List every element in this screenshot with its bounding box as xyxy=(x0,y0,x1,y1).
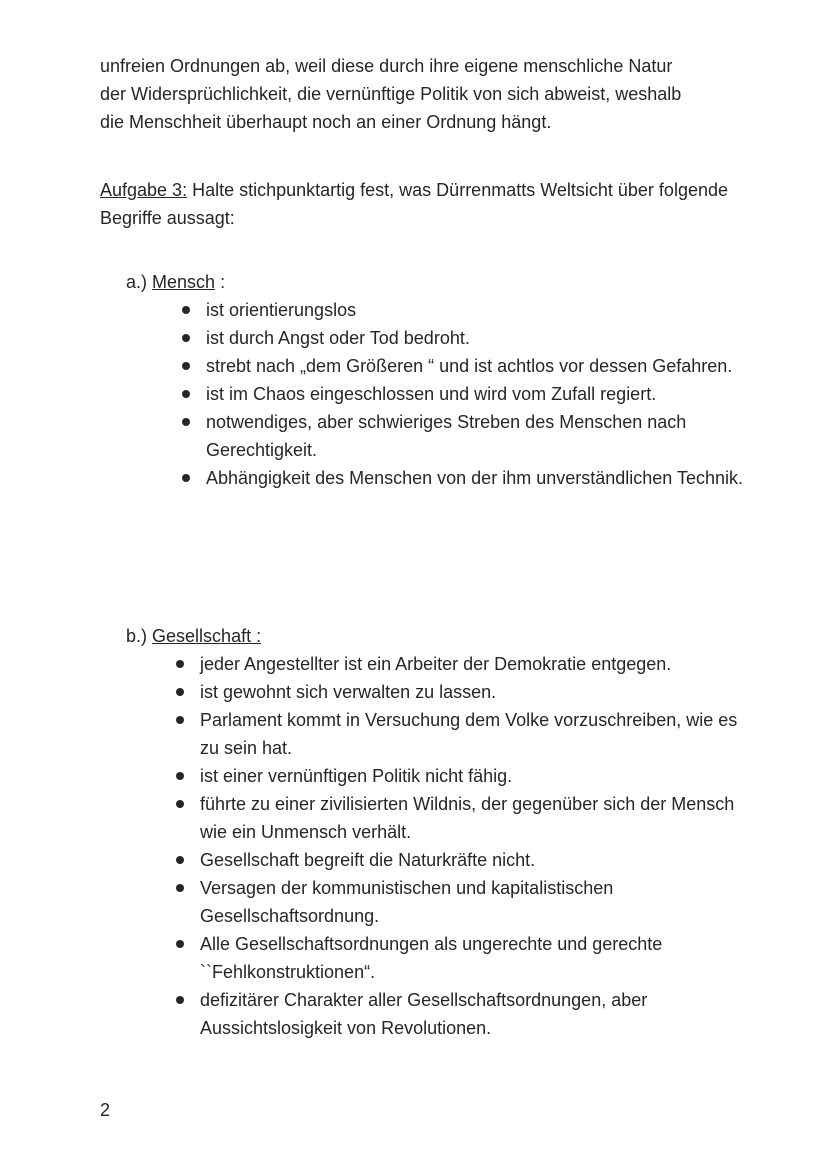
section-a-heading xyxy=(126,268,225,296)
list-item: ist gewohnt sich verwalten zu lassen. xyxy=(200,678,760,706)
list-item: Abhängigkeit des Menschen von der ihm unverständlichen Technik. xyxy=(206,464,746,492)
section-a-marker: a.) xyxy=(126,272,148,292)
list-item: Gesellschaft begreift die Naturkräfte nicht. xyxy=(200,846,760,874)
intro-paragraph xyxy=(100,52,760,136)
section-a-colon: : xyxy=(215,272,226,292)
task-paragraph xyxy=(100,176,760,232)
task-text: Halte stichpunktartig fest, was Dürrenmatts Weltsicht über folgende Begriffe aussagt: xyxy=(100,180,728,228)
list-item: ist durch Angst oder Tod bedroht. xyxy=(206,324,746,352)
intro-line-3: die Menschheit überhaupt noch an einer Ordnung hängt. xyxy=(100,112,552,132)
list-item: strebt nach „dem Größeren “ und ist achtlos vor dessen Gefahren. xyxy=(206,352,746,380)
list-item: defizitärer Charakter aller Gesellschaftsordnungen, aber Aussichtslosigkeit von Revolutionen. xyxy=(200,986,760,1042)
section-b-marker: b.) xyxy=(126,626,148,646)
intro-line-1: unfreien Ordnungen ab, weil diese durch ihre eigene menschliche Natur xyxy=(100,56,673,76)
list-item: ist im Chaos eingeschlossen und wird vom Zufall regiert. xyxy=(206,380,746,408)
list-item: ist orientierungslos xyxy=(206,296,746,324)
list-item: ist einer vernünftigen Politik nicht fähig. xyxy=(200,762,760,790)
page-number: 2 xyxy=(100,1100,111,1120)
section-a-list xyxy=(206,296,746,492)
section-b-list xyxy=(200,650,760,1042)
task-label: Aufgabe 3: xyxy=(100,180,188,200)
list-item: Parlament kommt in Versuchung dem Volke vorzuschreiben, wie es zu sein hat. xyxy=(200,706,760,762)
list-item: führte zu einer zivilisierten Wildnis, der gegenüber sich der Mensch wie ein Unmensch verhält. xyxy=(200,790,760,846)
list-item: jeder Angestellter ist ein Arbeiter der Demokratie entgegen. xyxy=(200,650,760,678)
list-item: Versagen der kommunistischen und kapitalistischen Gesellschaftsordnung. xyxy=(200,874,760,930)
section-b-heading xyxy=(126,622,261,650)
intro-line-2: der Widersprüchlichkeit, die vernünftige Politik von sich abweist, weshalb xyxy=(100,84,682,104)
list-item: notwendiges, aber schwieriges Streben des Menschen nach Gerechtigkeit. xyxy=(206,408,746,464)
list-item: Alle Gesellschaftsordnungen als ungerechte und gerechte ``Fehlkonstruktionen“. xyxy=(200,930,760,986)
section-a-title: Mensch xyxy=(152,272,216,292)
section-b-title: Gesellschaft : xyxy=(152,626,262,646)
